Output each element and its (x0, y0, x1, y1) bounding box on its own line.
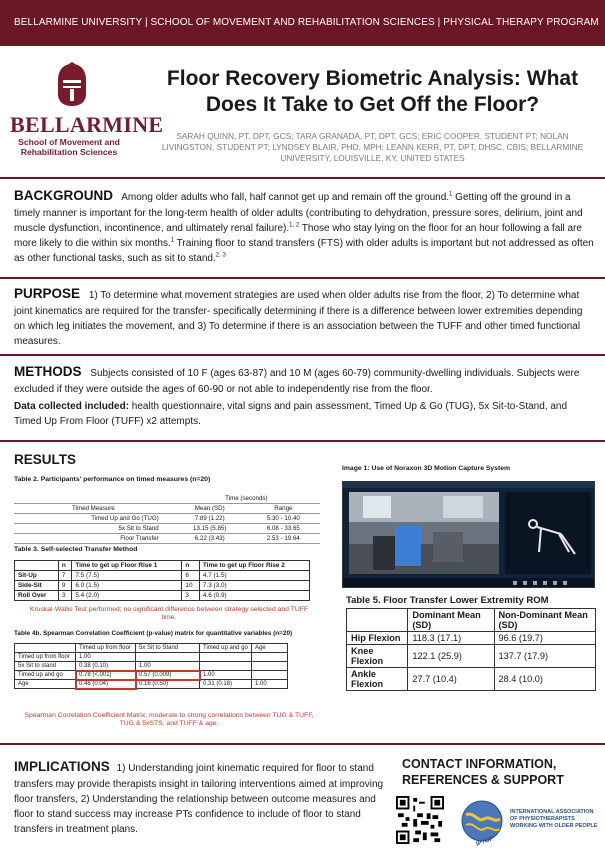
table4-header: Timed up and go (200, 644, 252, 653)
table4-cell: 1.00 (136, 662, 200, 671)
table-row (14, 534, 320, 544)
methods-heading: METHODS (14, 364, 82, 379)
divider (0, 177, 605, 179)
table4-cell: 0.38 (0.10) (76, 662, 136, 671)
table5-header: Non-Dominant Mean (SD) (494, 609, 596, 632)
bellarmine-logo (10, 62, 164, 158)
qr-code-icon[interactable] (396, 796, 444, 844)
authors: SARAH QUINN, PT, DPT, GCS; TARA GRANADA, PT, DPT, GCS; ERIC COOPER, STUDENT PT; NOLAN LIVINGSTON, STUDENT PT; LYNDSEY BLAIR, PHD, MPH; LEANN KERR, PT, DPT, DHSC, CBIS; BELLARMINE UNIVERSITY, LOUISVILLE, KY, UNITED STATES (161, 131, 584, 163)
table2-cell: 6.22 (3.43) (173, 534, 247, 544)
table3-cell: 6.0 (1.5) (72, 581, 182, 591)
data-collected-label: Data collected included: (14, 401, 130, 413)
background-section (14, 186, 594, 266)
background-text: Training floor to stand transfers (FTS) with older adults is important but not addressed as often as other functional tasks, such as sit to stand. (14, 238, 594, 265)
table-row (14, 524, 320, 534)
table3-caption: Table 3. Self-selected Transfer Method (14, 546, 138, 553)
table5-cell: Hip Flexion (347, 632, 408, 645)
table4-cell: 0.31 (0.18) (200, 680, 252, 689)
divider (0, 743, 605, 745)
table5-caption: Table 5. Floor Transfer Lower Extremity ROM (346, 595, 549, 606)
purpose-text: 1) To determine what movement strategies are used when older adults rise from the floor, 2) To determine what joint kinematics are required for the transfer- specifically determining if there is a difference between lower extremities depending on which leg initiates the movement, and 3) To determine if there is an association between the TUFF and other timed functional measures. (14, 290, 583, 348)
divider (0, 440, 605, 442)
table3-header: n (58, 561, 72, 571)
table4-cell (252, 662, 288, 671)
table2 (14, 494, 320, 544)
table-row (15, 571, 310, 581)
table2-cell: 6.08 - 33.65 (247, 524, 320, 534)
table3-cell: 3 (58, 591, 72, 601)
table-row (347, 632, 596, 645)
table4-cell-highlighted: 0.57 (0.009) (136, 671, 200, 680)
iptop-short: IPTOP (475, 836, 495, 848)
purpose-heading: PURPOSE (14, 286, 81, 301)
purpose-section (14, 284, 594, 349)
table-row (15, 680, 288, 689)
table4-cell (200, 653, 252, 662)
motion-capture-screenshot (342, 481, 595, 588)
table2-cell: 5x Sit to Stand (14, 524, 173, 534)
table3-header (15, 561, 59, 571)
table-row (14, 514, 320, 524)
table4-header (15, 644, 76, 653)
table2-cell: 13.15 (5.85) (173, 524, 247, 534)
iptop-name: INTERNATIONAL ASSOCIATION OF PHYSIOTHERAPISTS WORKING WITH OLDER PEOPLE (510, 809, 598, 829)
ref: 1, 2 (289, 222, 300, 229)
table4-cell-highlighted: 0.78 (<.001) (76, 671, 136, 680)
table2-header: Mean (SD) (173, 504, 247, 514)
table4-cell: Timed up and go (15, 671, 76, 680)
table2-cell: 7.89 (1.22) (173, 514, 247, 524)
motion-capture-image (343, 482, 595, 588)
table4 (14, 643, 288, 689)
table-row (15, 591, 310, 601)
knight-helmet-icon (54, 62, 90, 108)
table-row (347, 668, 596, 691)
table3-header: Time to get up Floor Rise 2 (199, 561, 309, 571)
table3-cell: 7.3 (3.0) (199, 581, 309, 591)
data-collected-text: health questionnaire, vital signs and pain assessment, Timed Up & Go (TUG), 5x Sit-to-Stand, and Timed Up From Floor (TUFF) x2 attempts. (14, 401, 568, 428)
divider (0, 354, 605, 356)
table3-cell: 7.5 (7.5) (72, 571, 182, 581)
table2-cell: 2.53 - 19.64 (247, 534, 320, 544)
ref: 1 (449, 191, 453, 198)
table4-header: 5x Sit to Stand (136, 644, 200, 653)
table4-cell-highlighted: 0.46 (0.04) (76, 680, 136, 689)
table5 (346, 608, 596, 691)
divider (0, 277, 605, 279)
iptop-logo (454, 793, 599, 853)
table4-cell (252, 671, 288, 680)
table4-cell (252, 653, 288, 662)
table4-caption: Table 4b. Spearman Correlation Coefficient (p-value) matrix for quantitative variables (n=20) (14, 630, 293, 637)
table3-cell: 10 (182, 581, 199, 591)
table3-cell: Roll Over (15, 591, 59, 601)
table4-cell: 5x Sit to stand (15, 662, 76, 671)
table5-cell: Ankle Flexion (347, 668, 408, 691)
table-row (347, 645, 596, 668)
table-row (15, 653, 288, 662)
table4-cell: 1.00 (200, 671, 252, 680)
background-text: Those who stay lying on the floor for an hour following a fall are more likely to die within six months. (14, 223, 582, 250)
table3-header: Time to get up Floor Rise 1 (72, 561, 182, 571)
table4-cell (200, 662, 252, 671)
table2-caption: Table 2. Participants' performance on timed measures (n=20) (14, 476, 211, 483)
table4-header: Timed up from floor (76, 644, 136, 653)
header-banner: BELLARMINE UNIVERSITY | SCHOOL OF MOVEMENT AND REHABILITATION SCIENCES | PHYSICAL THERAPY PROGRAM (0, 0, 605, 46)
contact-heading: CONTACT INFORMATION, REFERENCES & SUPPORT (402, 757, 564, 787)
implications-heading: IMPLICATIONS (14, 759, 110, 774)
table-row (15, 671, 288, 680)
methods-text: Subjects consisted of 10 F (ages 63-87) and 10 M (ages 60-79) community-dwelling individuals. Subjects were excluded if they were outside the ages of 60-90 or not able to independently rise from the floor. (14, 368, 580, 396)
table2-header: Timed Measure (14, 504, 173, 514)
table3-note: Kruskal-Wallis Test performed; no significant difference between strategy selected and TUFF time. (29, 606, 309, 622)
table5-cell: 96.6 (19.7) (494, 632, 596, 645)
table3-header: n (182, 561, 199, 571)
table3-cell: 6 (182, 571, 199, 581)
table4-cell: 1.00 (252, 680, 288, 689)
table4-cell (136, 653, 200, 662)
table4-cell: Age (15, 680, 76, 689)
table5-cell: 122.1 (25.9) (408, 645, 494, 668)
table3-cell: 5.4 (2.0) (72, 591, 182, 601)
table-row (15, 662, 288, 671)
table2-cell: Floor Transfer (14, 534, 173, 544)
ref: 2, 3 (215, 252, 226, 259)
poster-title: Floor Recovery Biometric Analysis: What Does It Take to Get Off the Floor? (166, 67, 579, 116)
table3-cell: Side-Sit (15, 581, 59, 591)
table-row (15, 581, 310, 591)
table3-cell: 3 (182, 591, 199, 601)
table5-cell: 118.3 (17.1) (408, 632, 494, 645)
table5-cell: 27.7 (10.4) (408, 668, 494, 691)
background-heading: BACKGROUND (14, 188, 113, 203)
table2-cell: Timed Up and Go (TUG) (14, 514, 173, 524)
background-text: Getting off the ground in a timely manner is important for the long-term health of older adults (contributing to dehydration, pressure sores, delirium, joint and muscle dysfunction, incontinence, and ultimately renal failure). (14, 192, 583, 235)
table3-cell: Sit-Up (15, 571, 59, 581)
image1-caption: Image 1: Use of Noraxon 3D Motion Capture System (342, 465, 511, 472)
table2-cell: 5.30 - 10.40 (247, 514, 320, 524)
table4-cell: Timed up from floor (15, 653, 76, 662)
table3-cell: 7 (58, 571, 72, 581)
table2-group-header: Time (seconds) (173, 494, 320, 504)
results-heading: RESULTS (14, 452, 77, 467)
table4-cell: 1.00 (76, 653, 136, 662)
methods-section (14, 362, 594, 429)
table3-cell: 4.7 (1.5) (199, 571, 309, 581)
table3-cell: 4.6 (0.9) (199, 591, 309, 601)
implications-text: 1) Understanding joint kinematic required for floor to stand transfers may provide therapists insight in tailoring interventions aimed at improving floor transfers, 2) Understanding the relationship between outcome measures and floor to stand success may increase PTs confidence to include of floor to stand transfers in treatment plans. (14, 763, 384, 836)
table4-header: Age (252, 644, 288, 653)
table5-cell: 137.7 (17.9) (494, 645, 596, 668)
table3 (14, 560, 310, 601)
table4-note: Spearman Correlation Coefficient Matrix; moderate to strong correlations between TUG & TUFF, TUG & 5xSTS, and TUFF & age. (24, 712, 314, 728)
implications-section (14, 757, 384, 837)
table4-cell: 0.16 (0.50) (136, 680, 200, 689)
background-text: Among older adults who fall, half cannot get up and remain off the ground. (121, 192, 450, 203)
ref: 1 (170, 237, 175, 244)
table5-header (347, 609, 408, 632)
table3-cell: 9 (58, 581, 72, 591)
logo-wordmark: BELLARMINE (10, 112, 164, 137)
table5-cell: 28.4 (10.0) (494, 668, 596, 691)
table5-cell: Knee Flexion (347, 645, 408, 668)
table5-header: Dominant Mean (SD) (408, 609, 494, 632)
table2-header: Range (247, 504, 320, 514)
logo-subtitle: School of Movement and Rehabilitation Sciences (18, 137, 120, 157)
